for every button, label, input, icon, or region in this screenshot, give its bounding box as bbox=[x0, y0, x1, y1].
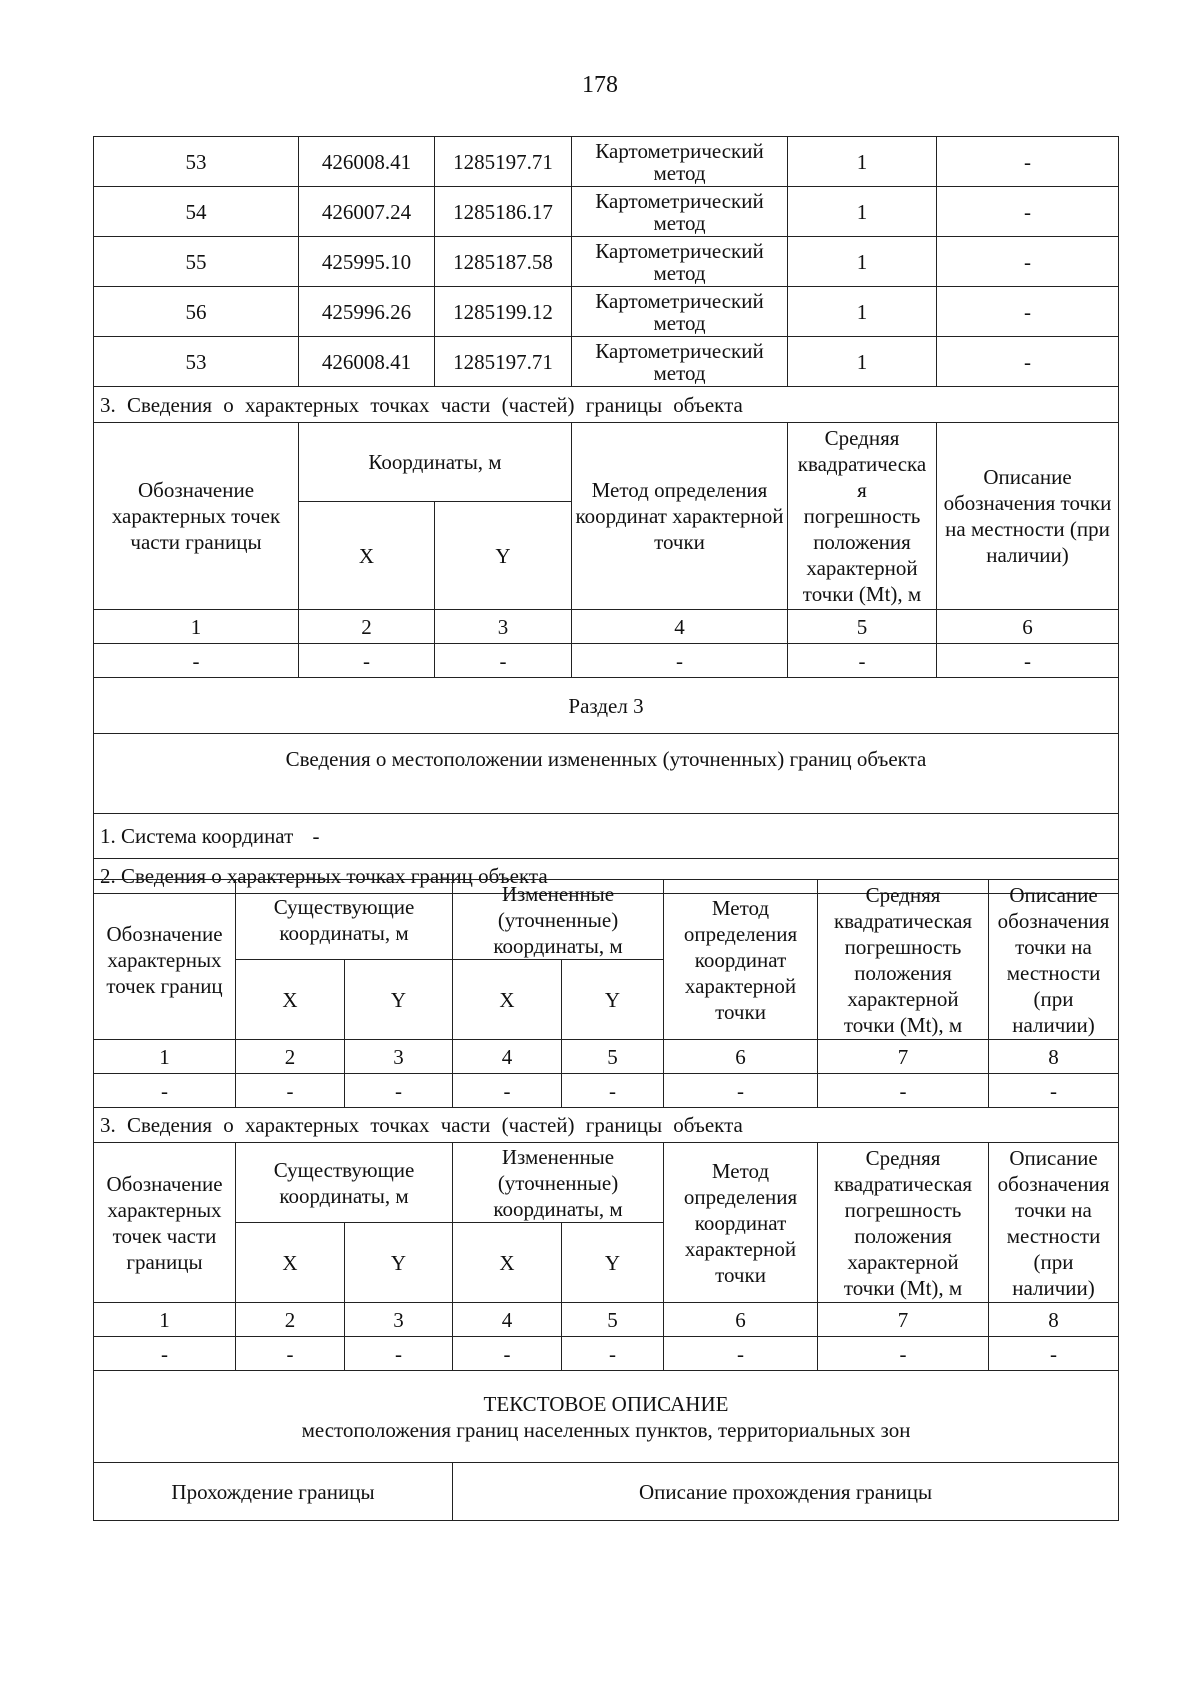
b-header-changed: Измененные (уточненные) координаты, м bbox=[453, 1143, 664, 1223]
b-header-designation: Обозначение характерных точек части границы bbox=[94, 1143, 236, 1303]
column-number: 2 bbox=[299, 610, 435, 644]
column-number: 2 bbox=[236, 1303, 345, 1337]
b-header-description: Описание обозначения точки на местности (при наличии) bbox=[989, 1143, 1119, 1303]
empty-cell: - bbox=[818, 1337, 989, 1371]
a-header-existing: Существующие координаты, м bbox=[236, 880, 453, 960]
empty-data-row bbox=[94, 644, 1119, 678]
point-number: 55 bbox=[94, 237, 299, 287]
empty-cell: - bbox=[345, 1337, 453, 1371]
coord-y: 1285197.71 bbox=[435, 337, 572, 387]
method-line-1: Картометрический bbox=[595, 188, 764, 213]
b-header-changed-x: X bbox=[453, 1223, 562, 1303]
changed-boundaries-table bbox=[93, 879, 1119, 1521]
a-header-description: Описание обозначения точки на местности (при наличии) bbox=[989, 880, 1119, 1040]
header-accuracy-line-3: я bbox=[857, 478, 867, 502]
coord-y: 1285187.58 bbox=[435, 237, 572, 287]
text-description-title: ТЕКСТОВОЕ ОПИСАНИЕ bbox=[483, 1391, 729, 1416]
column-number: 6 bbox=[937, 610, 1119, 644]
empty-cell: - bbox=[236, 1074, 345, 1108]
header-accuracy-line-4: погрешность положения характерной точки (Mt), м bbox=[802, 504, 922, 606]
accuracy-value: 1 bbox=[788, 237, 937, 287]
section-subtitle: Сведения о местоположении измененных (уточненных) границ объекта bbox=[94, 734, 1119, 814]
coord-y: 1285197.71 bbox=[435, 137, 572, 187]
header-method: Метод определения координат характерной точки bbox=[572, 423, 788, 610]
method-line-1: Картометрический bbox=[595, 338, 764, 363]
column-numbers-row bbox=[94, 610, 1119, 644]
col-boundary-passage: Прохождение границы bbox=[94, 1463, 453, 1521]
column-number: 6 bbox=[664, 1303, 818, 1337]
b-header-accuracy: Средняя квадратическая погрешность положения характерной точки (Mt), м bbox=[818, 1143, 989, 1303]
method-line-1: Картометрический bbox=[595, 288, 764, 313]
a-empty-data-row bbox=[94, 1074, 1119, 1108]
header-x: X bbox=[299, 502, 435, 610]
empty-cell: - bbox=[435, 644, 572, 678]
empty-cell: - bbox=[937, 644, 1119, 678]
column-number: 1 bbox=[94, 1303, 236, 1337]
header-description: Описание обозначения точки на местности (при наличии) bbox=[937, 423, 1119, 610]
column-number: 2 bbox=[236, 1040, 345, 1074]
b-part-points-title: 3. Сведения о характерных точках части (частей) границы объекта bbox=[94, 1108, 1119, 1143]
empty-cell: - bbox=[94, 1074, 236, 1108]
table-row bbox=[94, 237, 1119, 287]
a-header-changed: Измененные (уточненные) координаты, м bbox=[453, 880, 664, 960]
column-number: 3 bbox=[345, 1040, 453, 1074]
empty-cell: - bbox=[989, 1074, 1119, 1108]
column-number: 5 bbox=[562, 1040, 664, 1074]
coord-x: 426007.24 bbox=[299, 187, 435, 237]
method-line-2: метод bbox=[653, 360, 706, 385]
table-row bbox=[94, 287, 1119, 337]
header-accuracy-line-2: квадратическа bbox=[797, 452, 927, 476]
column-number: 3 bbox=[435, 610, 572, 644]
a-header-existing-x: X bbox=[236, 960, 345, 1040]
column-number: 1 bbox=[94, 1040, 236, 1074]
description-value: - bbox=[937, 287, 1119, 337]
coord-x: 425995.10 bbox=[299, 237, 435, 287]
method-value bbox=[572, 137, 788, 187]
point-number: 53 bbox=[94, 137, 299, 187]
point-number: 56 bbox=[94, 287, 299, 337]
column-number: 5 bbox=[562, 1303, 664, 1337]
point-rows bbox=[94, 137, 1119, 387]
a-header-changed-y: Y bbox=[562, 960, 664, 1040]
coord-y: 1285199.12 bbox=[435, 287, 572, 337]
a-header-changed-x: X bbox=[453, 960, 562, 1040]
empty-cell: - bbox=[989, 1337, 1119, 1371]
column-number: 1 bbox=[94, 610, 299, 644]
a-header-existing-y: Y bbox=[345, 960, 453, 1040]
b-header-existing-x: X bbox=[236, 1223, 345, 1303]
section-title: Раздел 3 bbox=[94, 678, 1119, 734]
header-designation: Обозначение характерных точек части границы bbox=[94, 423, 299, 610]
empty-cell: - bbox=[345, 1074, 453, 1108]
text-description-subtitle: местоположения границ населенных пунктов, территориальных зон bbox=[301, 1417, 911, 1442]
a-header-designation: Обозначение характерных точек границ bbox=[94, 880, 236, 1040]
point-number: 53 bbox=[94, 337, 299, 387]
table-row bbox=[94, 137, 1119, 187]
method-value bbox=[572, 187, 788, 237]
text-description-heading bbox=[94, 1371, 1119, 1463]
description-value: - bbox=[937, 187, 1119, 237]
column-number: 4 bbox=[453, 1303, 562, 1337]
table-row bbox=[94, 337, 1119, 387]
method-line-2: метод bbox=[653, 310, 706, 335]
point-number: 54 bbox=[94, 187, 299, 237]
coord-x: 426008.41 bbox=[299, 337, 435, 387]
coord-x: 425996.26 bbox=[299, 287, 435, 337]
part-points-title: 3. Сведения о характерных точках части (частей) границы объекта bbox=[94, 387, 1119, 423]
coordinate-system-value: - bbox=[312, 824, 320, 848]
page-number: 178 bbox=[582, 72, 618, 98]
header-accuracy-line-1: Средняя bbox=[824, 426, 900, 450]
empty-cell: - bbox=[453, 1337, 562, 1371]
a-header-method: Метод определения координат характерной точки bbox=[664, 880, 818, 1040]
empty-cell: - bbox=[94, 644, 299, 678]
column-number: 4 bbox=[453, 1040, 562, 1074]
column-number: 5 bbox=[788, 610, 937, 644]
column-number: 6 bbox=[664, 1040, 818, 1074]
method-line-2: метод bbox=[653, 210, 706, 235]
method-value bbox=[572, 287, 788, 337]
b-column-numbers-row bbox=[94, 1303, 1119, 1337]
column-number: 4 bbox=[572, 610, 788, 644]
coord-y: 1285186.17 bbox=[435, 187, 572, 237]
a-column-numbers-row bbox=[94, 1040, 1119, 1074]
empty-cell: - bbox=[664, 1337, 818, 1371]
description-value: - bbox=[937, 337, 1119, 387]
empty-cell: - bbox=[562, 1337, 664, 1371]
b-header-existing: Существующие координаты, м bbox=[236, 1143, 453, 1223]
method-value bbox=[572, 337, 788, 387]
column-number: 7 bbox=[818, 1303, 989, 1337]
column-number: 8 bbox=[989, 1040, 1119, 1074]
description-value: - bbox=[937, 137, 1119, 187]
method-line-2: метод bbox=[653, 160, 706, 185]
coordinate-system-label: 1. Система координат bbox=[100, 824, 294, 848]
empty-cell: - bbox=[562, 1074, 664, 1108]
column-number: 3 bbox=[345, 1303, 453, 1337]
empty-cell: - bbox=[236, 1337, 345, 1371]
header-accuracy bbox=[788, 423, 937, 610]
method-line-2: метод bbox=[653, 260, 706, 285]
column-number: 8 bbox=[989, 1303, 1119, 1337]
b-header-method: Метод определения координат характерной точки bbox=[664, 1143, 818, 1303]
b-header-changed-y: Y bbox=[562, 1223, 664, 1303]
empty-cell: - bbox=[453, 1074, 562, 1108]
coordinate-system-row bbox=[94, 814, 1119, 859]
empty-cell: - bbox=[572, 644, 788, 678]
empty-cell: - bbox=[818, 1074, 989, 1108]
header-coordinates: Координаты, м bbox=[299, 423, 572, 502]
col-passage-description: Описание прохождения границы bbox=[453, 1463, 1119, 1521]
empty-cell: - bbox=[299, 644, 435, 678]
b-empty-data-row bbox=[94, 1337, 1119, 1371]
empty-cell: - bbox=[664, 1074, 818, 1108]
boundary-points-title: 2. Сведения о характерных точках границ объекта bbox=[94, 859, 1119, 894]
accuracy-value: 1 bbox=[788, 137, 937, 187]
header-y: Y bbox=[435, 502, 572, 610]
a-header-accuracy: Средняя квадратическая погрешность положения характерной точки (Mt), м bbox=[818, 880, 989, 1040]
empty-cell: - bbox=[94, 1337, 236, 1371]
b-header-existing-y: Y bbox=[345, 1223, 453, 1303]
method-line-1: Картометрический bbox=[595, 138, 764, 163]
empty-cell: - bbox=[788, 644, 937, 678]
accuracy-value: 1 bbox=[788, 337, 937, 387]
column-number: 7 bbox=[818, 1040, 989, 1074]
accuracy-value: 1 bbox=[788, 287, 937, 337]
description-value: - bbox=[937, 237, 1119, 287]
accuracy-value: 1 bbox=[788, 187, 937, 237]
points-table bbox=[93, 136, 1119, 894]
method-line-1: Картометрический bbox=[595, 238, 764, 263]
method-value bbox=[572, 237, 788, 287]
table-row bbox=[94, 187, 1119, 237]
coord-x: 426008.41 bbox=[299, 137, 435, 187]
